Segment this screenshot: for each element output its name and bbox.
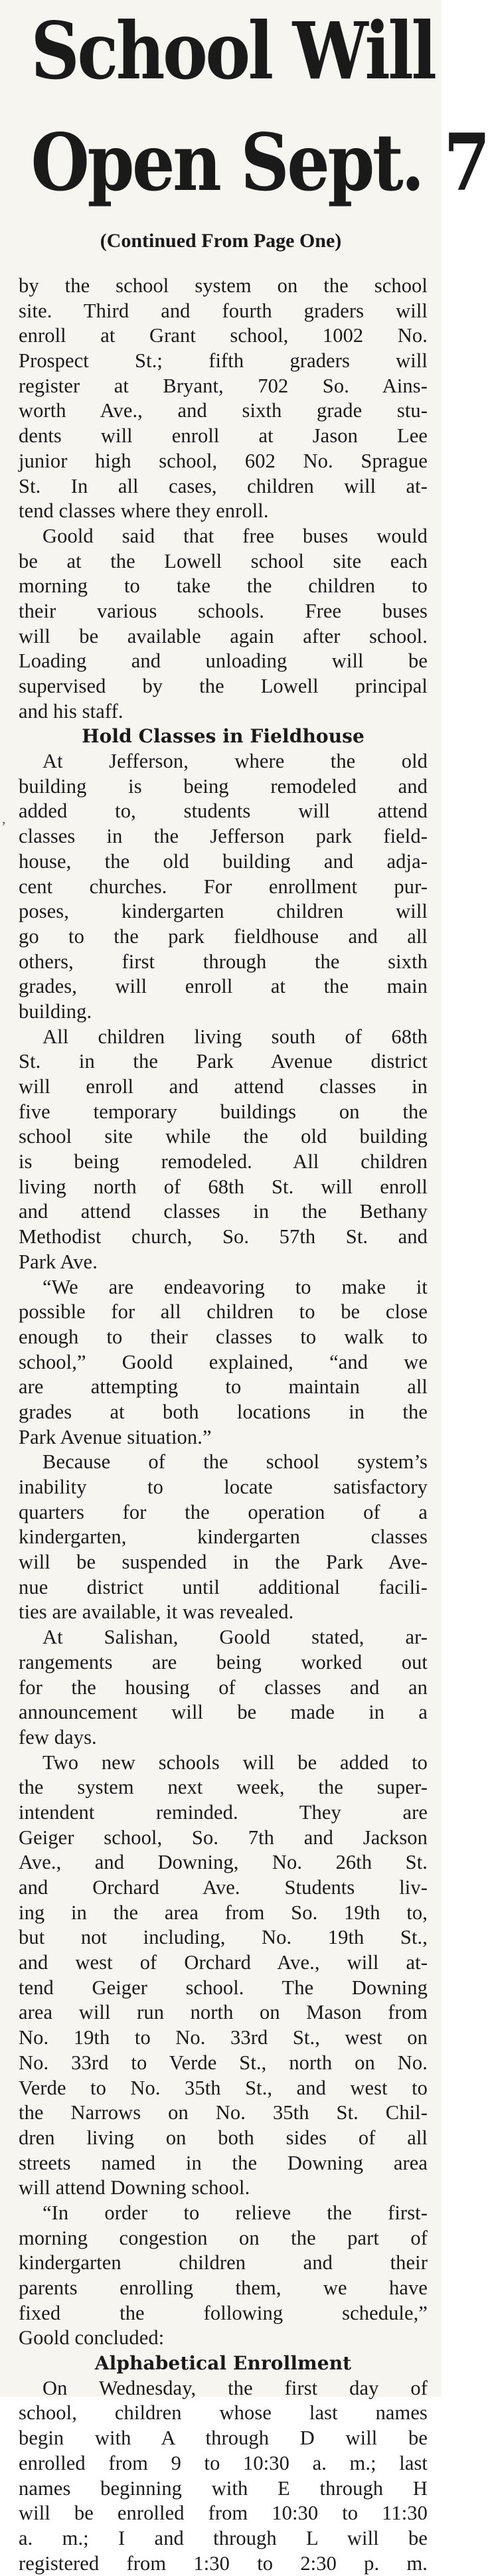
- article-line: but not including, No. 19th St.,: [19, 1926, 428, 1949]
- article-line: cent churches. For enrollment pur-: [19, 875, 428, 898]
- article-line: Methodist church, So. 57th St. and: [19, 1225, 428, 1248]
- article-line: site. Third and fourth graders will: [19, 299, 428, 322]
- article-line: On Wednesday, the first day of: [42, 2376, 428, 2399]
- article-line: ties are available, it was revealed.: [19, 1600, 294, 1624]
- subheading: Alphabetical Enrollment: [94, 2352, 352, 2375]
- article-line: inability to locate satisfactory: [19, 1476, 428, 1498]
- article-line: Verde to No. 35th St., and west to: [19, 2076, 428, 2099]
- article-line: enrolled from 9 to 10:30 a. m.; last: [19, 2451, 428, 2474]
- article-line: No. 33rd to Verde St., north on No.: [19, 2051, 428, 2074]
- article-line: will be enrolled from 10:30 to 11:30: [19, 2502, 428, 2525]
- article-line: five temporary buildings on the: [19, 1100, 428, 1123]
- article-line: St. in the Park Avenue district: [19, 1050, 428, 1073]
- article-line: Loading and unloading will be: [19, 649, 428, 673]
- article-line: will attend Downing school.: [19, 2176, 250, 2199]
- article-line: Ave., and Downing, No. 26th St.: [19, 1851, 428, 1874]
- article-line: the Narrows on No. 35th St. Chil-: [19, 2101, 428, 2124]
- article-line: school site while the old building: [19, 1125, 428, 1148]
- continued-note: (Continued From Page One): [100, 230, 342, 252]
- article-line: No. 19th to No. 33rd St., west on: [19, 2026, 428, 2049]
- article-line: tend classes where they enroll.: [19, 499, 269, 523]
- article-line: classes in the Jefferson park field-: [19, 825, 428, 848]
- article-line: junior high school, 602 No. Sprague: [19, 449, 428, 472]
- article-line: a. m.; I and through L will be: [19, 2526, 428, 2549]
- article-line: house, the old building and adja-: [19, 849, 428, 873]
- article-line: worth Ave., and sixth grade stu-: [19, 399, 428, 422]
- article-line: dents will enroll at Jason Lee: [19, 424, 428, 448]
- article-line: and west of Orchard Ave., will at-: [19, 1951, 428, 1974]
- article-line: added to, students will attend: [19, 800, 428, 823]
- article-line: fixed the following schedule,”: [19, 2301, 428, 2324]
- headline-line-1: School Will: [31, 5, 435, 97]
- article-line: enroll at Grant school, 1002 No.: [19, 324, 428, 347]
- article-line: quarters for the operation of a: [19, 1500, 428, 1523]
- subheading: Hold Classes in Fieldhouse: [82, 725, 365, 748]
- article-line: begin with A through D will be: [19, 2427, 428, 2450]
- article-line: possible for all children to be close: [19, 1300, 428, 1324]
- article-line: will be available again after school.: [19, 624, 428, 647]
- article-line: by the school system on the school: [19, 274, 428, 297]
- article-line: ing in the area from So. 19th to,: [19, 1901, 428, 1924]
- article-line: their various schools. Free buses: [19, 599, 428, 622]
- article-line: rangements are being worked out: [19, 1650, 428, 1674]
- article-line: grades, will enroll at the main: [19, 975, 428, 998]
- article-line: Goold concluded:: [19, 2326, 165, 2350]
- article-line: intendent reminded. They are: [19, 1800, 428, 1824]
- article-line: school, children whose last names: [19, 2401, 428, 2425]
- ink-mark-icon: ,: [2, 810, 6, 827]
- article-line: “We are endeavoring to make it: [42, 1275, 428, 1298]
- article-line: announcement will be made in a: [19, 1701, 428, 1724]
- article-line: “In order to relieve the first-: [42, 2201, 428, 2224]
- article-line: Park Ave.: [19, 1250, 98, 1273]
- article-line: building is being remodeled and: [19, 774, 428, 798]
- article-line: for the housing of classes and an: [19, 1675, 428, 1699]
- article-line: Geiger school, So. 7th and Jackson: [19, 1826, 428, 1849]
- article-line: school,” Goold explained, “and we: [19, 1350, 428, 1373]
- article-line: morning to take the children to: [19, 574, 428, 598]
- article-line: and his staff.: [19, 699, 123, 723]
- article-line: enough to their classes to walk to: [19, 1325, 428, 1348]
- article-line: registered from 1:30 to 2:30 p. m.: [19, 2551, 428, 2575]
- article-line: tend Geiger school. The Downing: [19, 1976, 428, 1999]
- article-line: dren living on both sides of all: [19, 2126, 428, 2149]
- article-line: poses, kindergarten children will: [19, 900, 428, 923]
- article-line: will enroll and attend classes in: [19, 1075, 428, 1098]
- article-line: names beginning with E through H: [19, 2476, 428, 2500]
- article-line: and attend classes in the Bethany: [19, 1200, 428, 1223]
- article-line: Goold said that free buses would: [42, 524, 428, 547]
- article-line: grades at both locations in the: [19, 1400, 428, 1423]
- article-line: area will run north on Mason from: [19, 2001, 428, 2024]
- article-line: All children living south of 68th: [42, 1025, 428, 1048]
- article-line: kindergarten, kindergarten classes: [19, 1525, 428, 1549]
- article-line: are attempting to maintain all: [19, 1375, 428, 1399]
- headline-line-2: Open Sept. 7: [31, 116, 488, 209]
- article-line: Park Avenue situation.”: [19, 1425, 212, 1448]
- article-line: kindergarten children and their: [19, 2251, 428, 2275]
- article-line: parents enrolling them, we have: [19, 2276, 428, 2299]
- article-line: few days.: [19, 1725, 97, 1749]
- article-line: will be suspended in the Park Ave-: [19, 1551, 428, 1574]
- article-line: St. In all cases, children will at-: [19, 474, 428, 497]
- article-line: streets named in the Downing area: [19, 2151, 428, 2174]
- article-line: Two new schools will be added to: [42, 1751, 428, 1774]
- article-line: register at Bryant, 702 So. Ains-: [19, 374, 428, 397]
- article-line: morning congestion on the part of: [19, 2226, 428, 2249]
- article-body: [19, 274, 428, 2576]
- article-line: be at the Lowell school site each: [19, 549, 428, 572]
- article-line: is being remodeled. All children: [19, 1150, 428, 1173]
- article-line: building.: [19, 999, 92, 1023]
- article-line: Because of the school system’s: [42, 1450, 428, 1474]
- article-line: At Salishan, Goold stated, ar-: [42, 1626, 428, 1649]
- article-line: and Orchard Ave. Students liv-: [19, 1876, 428, 1899]
- article-line: nue district until additional facili-: [19, 1575, 428, 1598]
- article-line: At Jefferson, where the old: [42, 750, 428, 773]
- article-line: go to the park fieldhouse and all: [19, 924, 428, 948]
- article-line: Prospect St.; fifth graders will: [19, 349, 428, 373]
- article-line: the system next week, the super-: [19, 1776, 428, 1799]
- article-line: living north of 68th St. will enroll: [19, 1175, 428, 1198]
- article-line: supervised by the Lowell principal: [19, 675, 428, 697]
- article-line: others, first through the sixth: [19, 950, 428, 973]
